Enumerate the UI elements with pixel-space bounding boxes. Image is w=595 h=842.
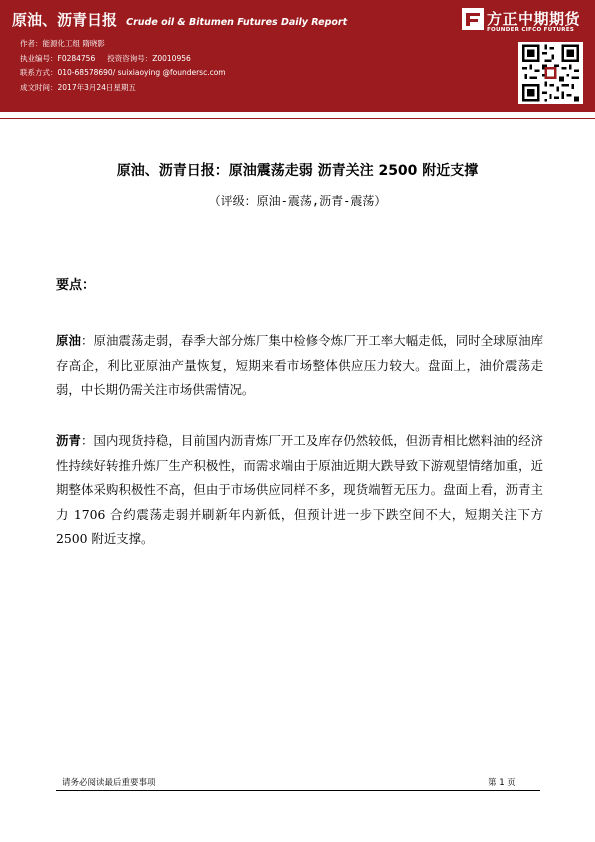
footer-disclaimer: 请务必阅读最后重要事项 xyxy=(62,778,156,788)
report-header xyxy=(0,0,595,112)
company-logo xyxy=(462,8,590,38)
header-title xyxy=(12,9,347,30)
bitumen-paragraph xyxy=(56,429,543,552)
authors-line: 作者：能源化工组 隋晓影 xyxy=(20,39,105,48)
crude-paragraph xyxy=(56,329,543,403)
header-title-cn: 原油、沥青日报 xyxy=(12,11,118,29)
report-title: 原油、沥青日报：原油震荡走弱 沥青关注 2500 附近支撑 xyxy=(116,163,479,179)
logo-mark-icon xyxy=(462,8,484,30)
logo-text-cn: 方正中期期货 xyxy=(487,10,581,28)
header-title-en: Crude oil & Bitumen Futures Daily Report xyxy=(126,17,348,28)
header-rule xyxy=(0,118,595,119)
keypoints-heading: 要点： xyxy=(56,278,96,293)
qr-code-icon xyxy=(518,42,583,104)
header-info xyxy=(20,37,226,95)
license-line: 执业编号：F0284756 xyxy=(20,53,96,63)
license-row xyxy=(20,52,226,67)
logo-text-en: FOUNDER CIFCO FUTURES xyxy=(487,27,575,33)
date-line: 成文时间：2017年3月24日星期五 xyxy=(20,82,136,92)
bitumen-lead: 沥青 xyxy=(56,433,81,448)
footer-page-number: 第 1 页 xyxy=(488,778,516,788)
report-rating: （评级：原油-震荡,沥青-震荡） xyxy=(208,194,387,208)
consult-line: 投资咨询号：Z0010956 xyxy=(107,53,191,63)
crude-text: ：原油震荡走弱，春季大部分炼厂集中检修令炼厂开工率大幅走低，同时全球原油库存高企，利比亚原油产量恢复，短期来看市场整体供应压力较大。盘面上，油价震荡走弱，中长期仍需关注市场供需情况。 xyxy=(56,333,544,398)
crude-lead: 原油 xyxy=(56,333,81,348)
footer-rule xyxy=(56,790,540,791)
contact-line[interactable]: 联系方式：010-68578690/ suixiaoying @foundersc.com xyxy=(20,68,226,77)
bitumen-text: ：国内现货持稳，目前国内沥青炼厂开工及库存仍然较低，但沥青相比燃料油的经济性持续好转推升炼厂生产积极性，而需求端由于原油近期大跌导致下游观望情绪加重，近期整体采购积极性不高，但由于市场供应同样不多，现货端暂无压力。盘面上看，沥青主力 1706 合约震荡走弱并刷新年内新低，但预计进一步下跌空间不大，短期关注下方 2500 附近支撑。 xyxy=(56,433,544,547)
